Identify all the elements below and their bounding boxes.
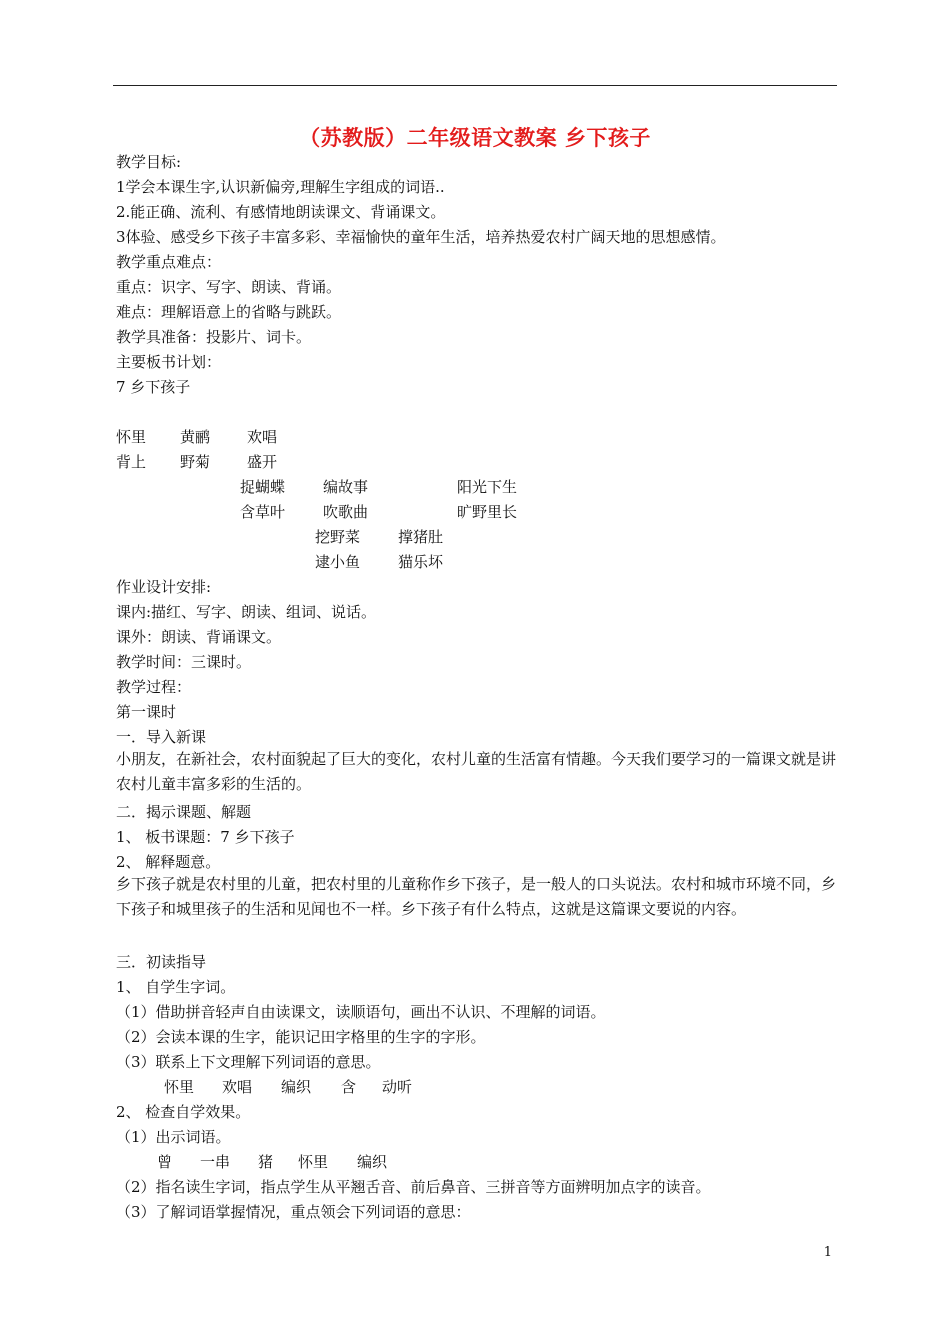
text-line: （3）了解词语掌握情况，重点领会下列词语的意思： (116, 1203, 471, 1221)
text-line: 教学时间：三课时。 (116, 653, 252, 671)
paragraph: 小朋友，在新社会，农村面貌起了巨大的变化，农村儿童的生活富有情趣。今天我们要学习的一篇课文就是讲农村儿童丰富多彩的生活的。 (116, 750, 837, 793)
text-line: 2.能正确、流利、有感情地朗读课文、背诵课文。 (116, 203, 446, 221)
text-line: 1、 自学生字词。 (116, 978, 236, 996)
text-line: 3体验、感受乡下孩子丰富多彩、幸福愉快的童年生活，培养热爱农村广阔天地的思想感情。 (116, 228, 726, 246)
text-line: 重点：识字、写字、朗读、背诵。 (116, 278, 342, 296)
page-number: 1 (823, 1245, 832, 1260)
text-line: 2、 检查自学效果。 (116, 1103, 251, 1121)
text-line: （1）出示词语。 (116, 1128, 231, 1146)
text-line: 课内:描红、写字、朗读、组词、说话。 (116, 603, 377, 621)
board-word: 野菊 (180, 453, 211, 471)
vocab-word: 猪 (258, 1153, 274, 1171)
text-line: （1）借助拼音轻声自由读课文，读顺语句，画出不认识、不理解的词语。 (116, 1003, 606, 1021)
board-word: 阳光下生 (457, 478, 518, 496)
vocab-word: 动听 (382, 1078, 413, 1096)
text-line: 教学目标: (116, 153, 182, 171)
board-word: 盛开 (247, 453, 278, 471)
paragraph: 乡下孩子就是农村里的儿童，把农村里的儿童称作乡下孩子，是一般人的口头说法。农村和城市环境不同，乡下孩子和城里孩子的生活和见闻也不一样。乡下孩子有什么特点，这就是这篇课文要说的内容。 (116, 875, 837, 918)
text-line: （2）会读本课的生字，能识记田字格里的生字的字形。 (116, 1028, 486, 1046)
text-line: 1、 板书课题：7 乡下孩子 (116, 828, 295, 846)
section-heading: 三．初读指导 (116, 953, 207, 971)
vocab-word: 欢唱 (222, 1078, 253, 1096)
board-word: 编故事 (323, 478, 369, 496)
text-line: 教学过程： (116, 678, 192, 696)
vocab-word: 编织 (281, 1078, 312, 1096)
text-line: （2）指名读生字词，指点学生从平翘舌音、前后鼻音、三拼音等方面辨明加点字的读音。 (116, 1178, 711, 1196)
board-word: 撑猪肚 (398, 528, 444, 546)
text-line: 教学重点难点： (116, 253, 222, 271)
board-word: 黄鹂 (180, 428, 211, 446)
board-word: 背上 (116, 453, 147, 471)
vocab-word: 曾 (157, 1153, 173, 1171)
text-line: 主要板书计划： (116, 353, 222, 371)
board-word: 猫乐坏 (398, 553, 444, 571)
board-word: 旷野里长 (457, 503, 518, 521)
vocab-word: 怀里 (164, 1078, 195, 1096)
vocab-word: 含 (341, 1078, 357, 1096)
board-word: 怀里 (116, 428, 147, 446)
section-heading: 二．揭示课题、解题 (116, 803, 252, 821)
section-heading: 第一课时 (116, 703, 177, 721)
board-word: 含草叶 (240, 503, 286, 521)
document-title: （苏教版）二年级语文教案 乡下孩子 (299, 126, 651, 150)
header-rule (113, 85, 837, 86)
text-line: 2、 解释题意。 (116, 853, 221, 871)
vocab-word: 怀里 (298, 1153, 329, 1171)
text-line: 作业设计安排: (116, 578, 212, 596)
text-line: （3）联系上下文理解下列词语的意思。 (116, 1053, 381, 1071)
board-word: 欢唱 (247, 428, 278, 446)
board-word: 挖野菜 (315, 528, 361, 546)
text-line: 1学会本课生字,认识新偏旁,理解生字组成的词语.. (116, 178, 445, 196)
vocab-word: 编织 (357, 1153, 388, 1171)
board-word: 捉蝴蝶 (240, 478, 286, 496)
text-line: 课外：朗读、背诵课文。 (116, 628, 282, 646)
section-heading: 一．导入新课 (116, 728, 207, 746)
vocab-word: 一串 (200, 1153, 231, 1171)
board-word: 逮小鱼 (315, 553, 361, 571)
board-title: 7 乡下孩子 (116, 378, 191, 396)
board-word: 吹歌曲 (323, 503, 369, 521)
text-line: 难点：理解语意上的省略与跳跃。 (116, 303, 342, 321)
text-line: 教学具准备：投影片、词卡。 (116, 328, 312, 346)
